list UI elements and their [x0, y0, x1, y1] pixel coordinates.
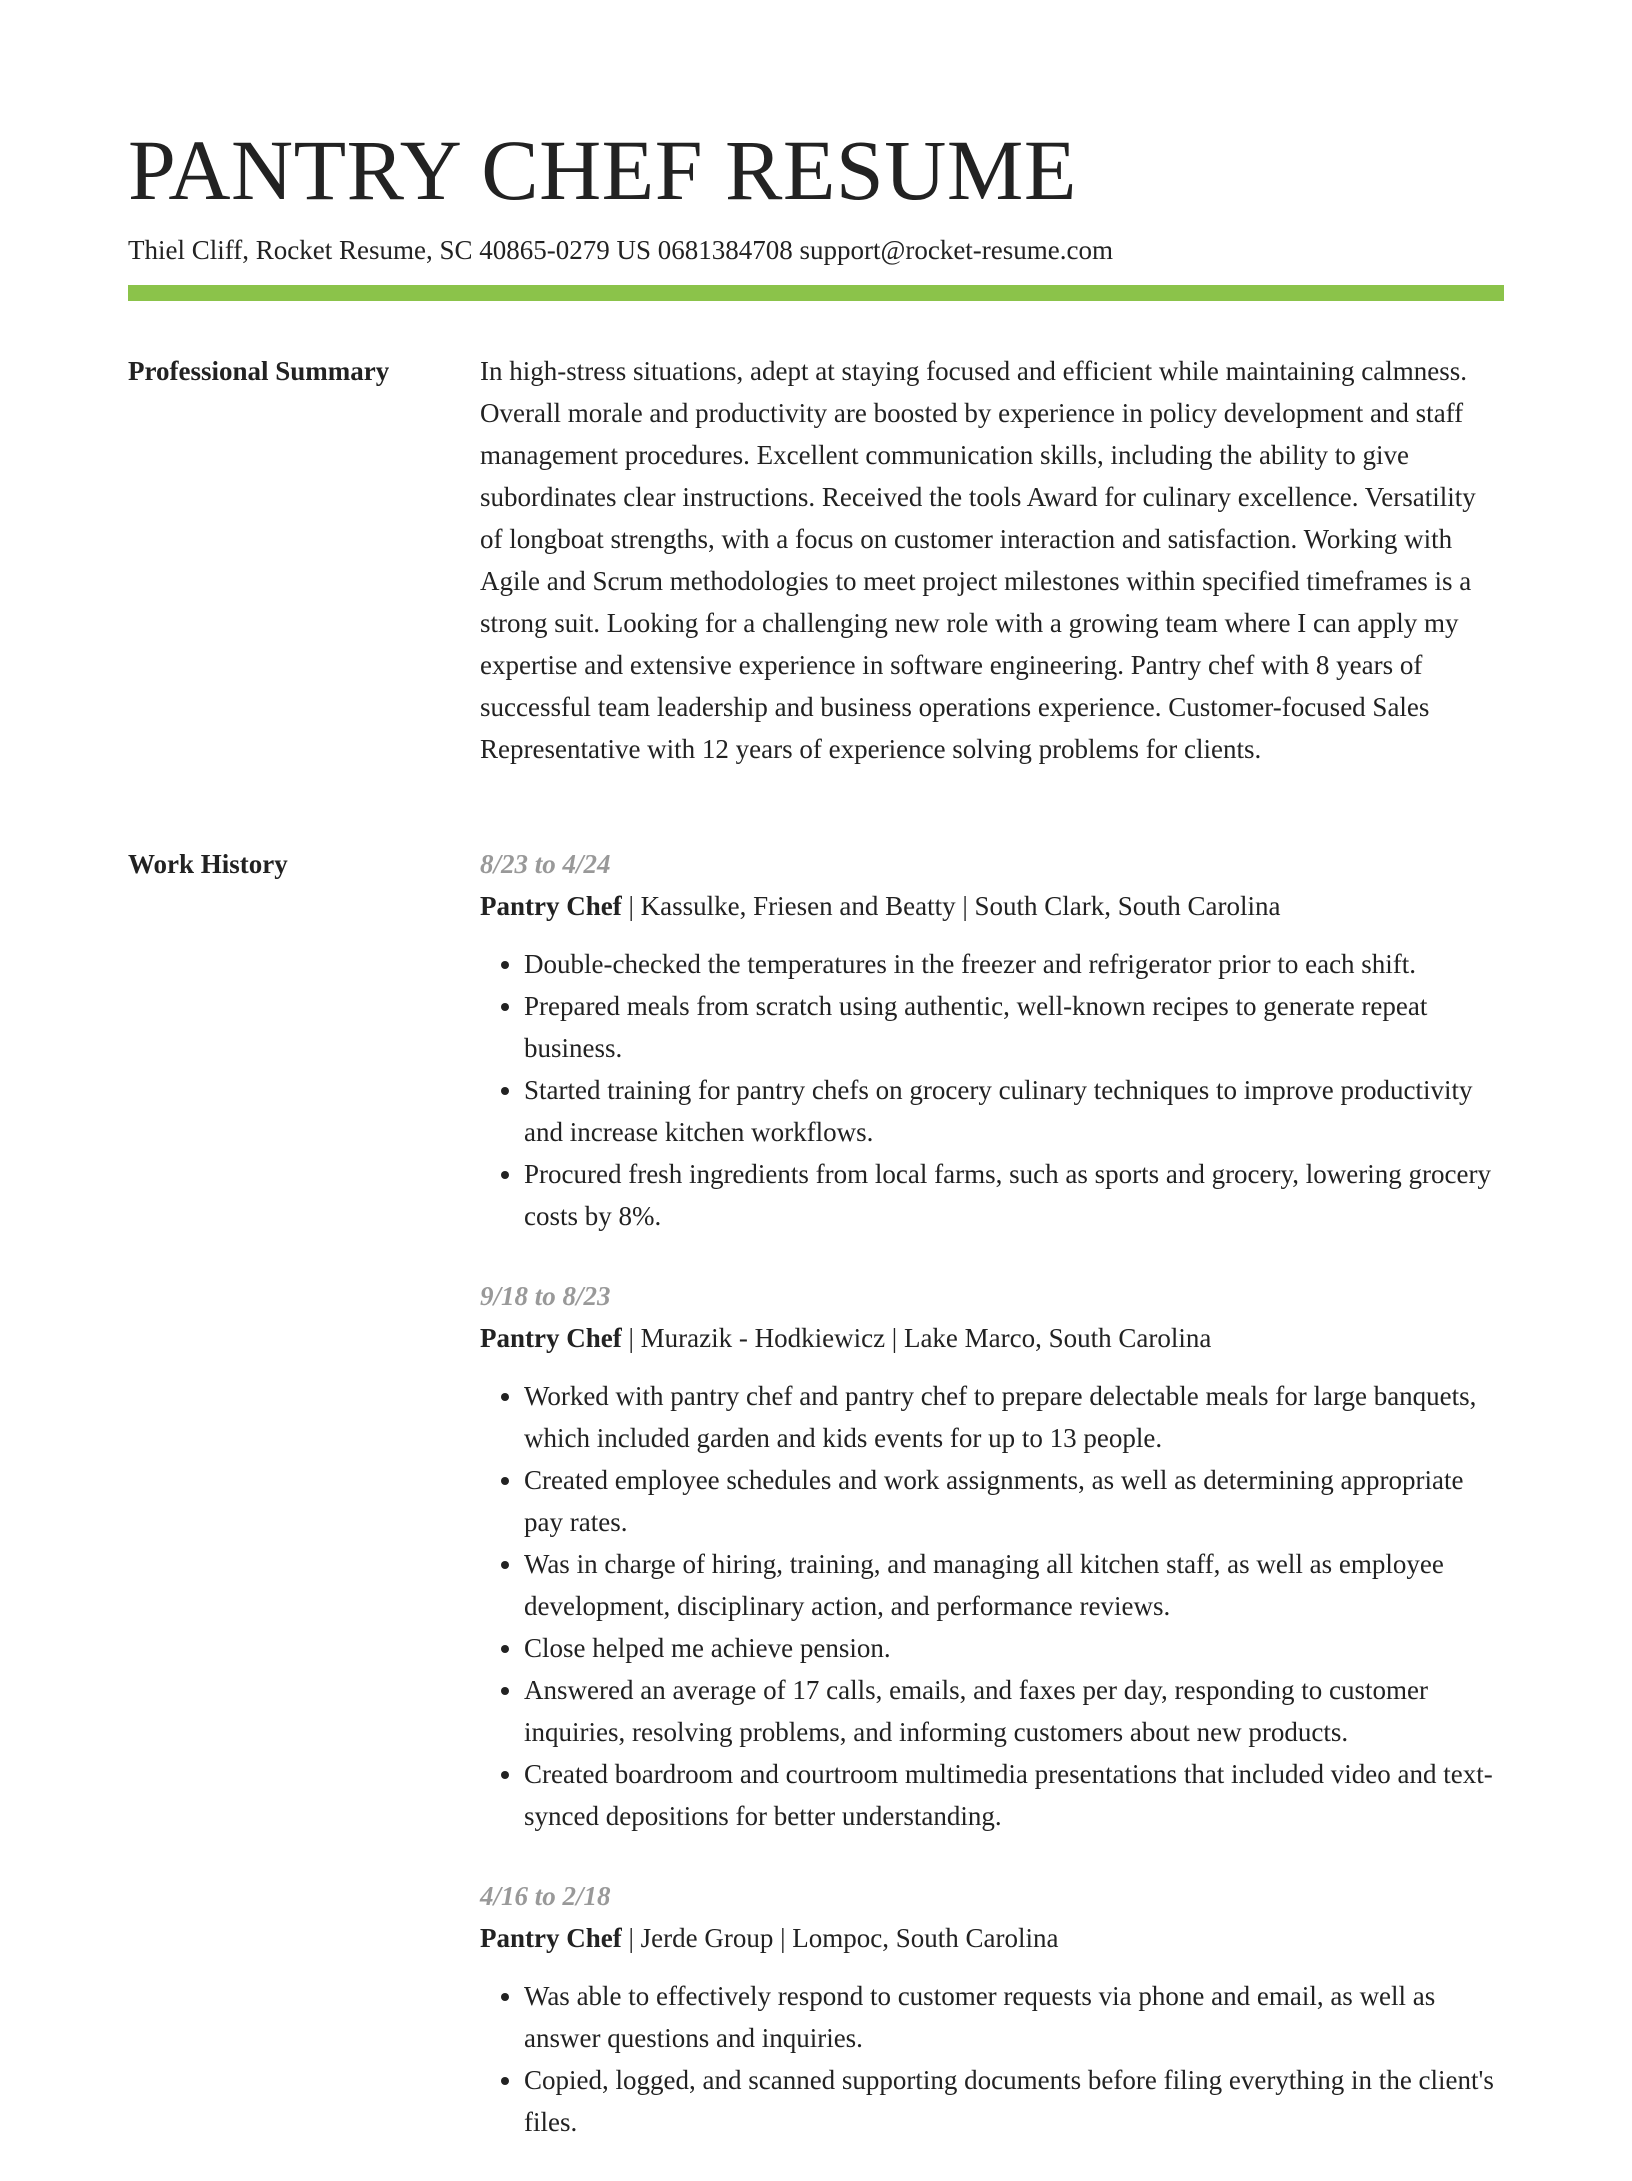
job-bullet: • Worked with pantry chef and pantry chef to prepare delectable meals for large banquets, which included garden and kids events for up to 13 people.: [524, 1375, 1504, 1459]
job-bullet: • Was in charge of hiring, training, and managing all kitchen staff, as well as employee development, disciplinary action, and performance reviews.: [524, 1543, 1504, 1627]
job-bullets: [480, 943, 1504, 1237]
resume-title: PANTRY CHEF RESUME: [128, 122, 1077, 218]
job-bullet: • Prepared meals from scratch using authentic, well-known recipes to generate repeat business.: [524, 985, 1504, 1069]
job-details: | Jerde Group | Lompoc, South Carolina: [621, 1923, 1059, 1953]
job-heading: [480, 1917, 1504, 1959]
job-heading: [480, 1317, 1504, 1359]
job-title: Pantry Chef: [480, 1923, 622, 1953]
job-entry: [480, 1875, 1504, 2143]
job-bullet: • Procured fresh ingredients from local farms, such as sports and grocery, lowering grocery costs by 8%.: [524, 1153, 1504, 1237]
job-bullet: • Created boardroom and courtroom multimedia presentations that included video and text-synced depositions for better understanding.: [524, 1753, 1504, 1837]
work-history-body: [480, 843, 1504, 2181]
job-bullet: • Was able to effectively respond to customer requests via phone and email, as well as answer questions and inquiries.: [524, 1975, 1504, 2059]
job-bullet: • Started training for pantry chefs on grocery culinary techniques to improve productivity and increase kitchen workflows.: [524, 1069, 1504, 1153]
job-details: | Kassulke, Friesen and Beatty | South Clark, South Carolina: [621, 891, 1281, 921]
job-bullet: • Close helped me achieve pension.: [524, 1627, 1504, 1669]
job-entry: [480, 843, 1504, 1237]
contact-line: Thiel Cliff, Rocket Resume, SC 40865-0279 US 0681384708 support@rocket-resume.com: [128, 235, 1113, 265]
job-details: | Murazik - Hodkiewicz | Lake Marco, South Carolina: [621, 1323, 1212, 1353]
job-bullet: • Answered an average of 17 calls, emails, and faxes per day, responding to customer inquiries, resolving problems, and informing customers about new products.: [524, 1669, 1504, 1753]
summary-text: In high-stress situations, adept at staying focused and efficient while maintaining calmness. Overall morale and productivity are boosted by experience in policy development and staff management procedures. Excellent communication skills, including the ability to give subordinates clear instructions. Received the tools Award for culinary excellence. Versatility of longboat strengths, with a focus on customer interaction and satisfaction. Working with Agile and Scrum methodologies to meet project milestones within specified timeframes is a strong suit. Looking for a challenging new role with a growing team where I can apply my expertise and extensive experience in software engineering. Pantry chef with 8 years of successful team leadership and business operations experience. Customer-focused Sales Representative with 12 years of experience solving problems for clients.: [480, 356, 1476, 764]
section-label-work-history: Work History: [128, 849, 288, 879]
job-bullet: • Created employee schedules and work assignments, as well as determining appropriate pay rates.: [524, 1459, 1504, 1543]
job-dates: 8/23 to 4/24: [480, 849, 611, 879]
summary-body: [480, 350, 1504, 770]
job-title: Pantry Chef: [480, 891, 622, 921]
job-bullets: [480, 1375, 1504, 1837]
section-label-summary: Professional Summary: [128, 356, 390, 386]
job-heading: [480, 885, 1504, 927]
job-bullet: • Copied, logged, and scanned supporting documents before filing everything in the client's files.: [524, 2059, 1504, 2143]
header-divider: [128, 285, 1504, 301]
job-dates: 4/16 to 2/18: [480, 1881, 611, 1911]
job-dates: 9/18 to 8/23: [480, 1281, 611, 1311]
job-title: Pantry Chef: [480, 1323, 622, 1353]
job-entry: [480, 1275, 1504, 1837]
job-bullet: • Double-checked the temperatures in the freezer and refrigerator prior to each shift.: [524, 943, 1504, 985]
job-bullets: [480, 1975, 1504, 2143]
